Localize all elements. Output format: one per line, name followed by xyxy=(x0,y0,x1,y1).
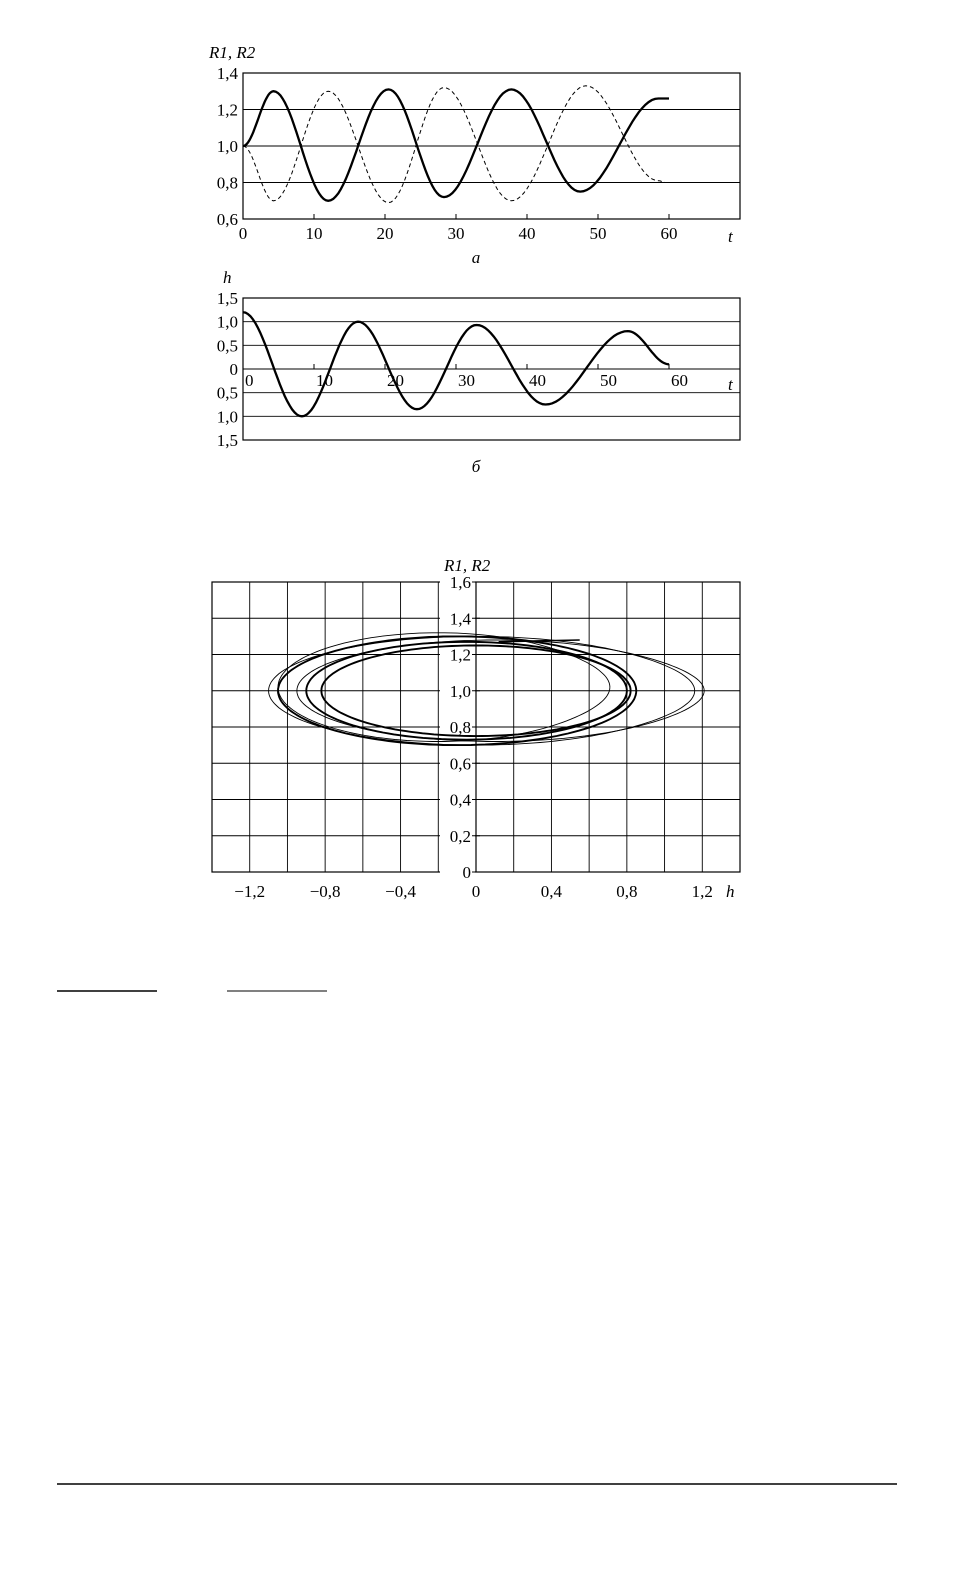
chart-a-ytick: 0,8 xyxy=(216,173,238,193)
chart-a-series xyxy=(243,86,669,203)
chart-b-xtick: 10 xyxy=(316,371,333,390)
chart-a-series-line-1 xyxy=(243,89,669,200)
chart-c-ytick: 0,4 xyxy=(449,790,471,810)
chart-c-xtick: 1,2 xyxy=(691,882,713,901)
chart-c-ytick: 1,6 xyxy=(449,573,471,592)
chart-a-grid xyxy=(243,110,740,183)
chart-c xyxy=(212,556,740,901)
chart-a-xtick: 20 xyxy=(376,224,394,243)
chart-a-xtick: 30 xyxy=(447,224,465,243)
chart-b-xtick: 30 xyxy=(458,371,475,390)
chart-c-xtick: 0 xyxy=(471,882,481,901)
chart-a-ytick: 1,2 xyxy=(216,100,238,120)
chart-b-xlabel: t xyxy=(728,375,733,394)
chart-c-ytick: 0 xyxy=(462,863,471,882)
chart-a-xtick: 60 xyxy=(660,224,678,243)
chart-b-ytick: 0,5 xyxy=(216,336,238,356)
chart-a-ytick: 1,0 xyxy=(216,137,238,156)
chart-a-xtick: 40 xyxy=(518,224,536,243)
chart-b-ylabel: h xyxy=(223,268,232,287)
chart-a-ytick: 0,6 xyxy=(216,210,238,229)
chart-b xyxy=(217,268,740,476)
chart-c-xtick: 0,4 xyxy=(540,882,563,901)
chart-a-caption: а xyxy=(471,248,481,267)
chart-c-ylabel: R1, R2 xyxy=(444,556,491,575)
chart-c-ytick: 0,6 xyxy=(449,754,471,774)
chart-a-ylabel: R1, R2 xyxy=(209,43,256,62)
chart-c-ytick: 0,8 xyxy=(449,718,471,737)
chart-b-grid xyxy=(243,322,740,417)
chart-b-ticks xyxy=(217,289,688,450)
chart-b-ytick: 1,0 xyxy=(216,312,238,332)
chart-a-xtick: 0 xyxy=(238,224,248,243)
chart-c-series xyxy=(269,633,705,745)
chart-b-ytick: 1,5 xyxy=(216,289,238,308)
chart-b-ytick: 1,5 xyxy=(216,431,238,450)
chart-b-xtick: 20 xyxy=(387,371,404,390)
chart-b-xtick: 0 xyxy=(245,371,254,390)
chart-c-xlabel: h xyxy=(726,882,735,901)
chart-b-ytick: 1,0 xyxy=(216,407,238,427)
chart-c-ytick: 1,2 xyxy=(449,645,471,665)
chart-b-xtick: 60 xyxy=(671,371,688,390)
chart-a xyxy=(208,43,740,267)
chart-c-ytick: 0,2 xyxy=(449,826,471,846)
chart-c-xtick: −0,4 xyxy=(385,882,416,901)
chart-a-ytick: 1,4 xyxy=(216,64,238,83)
chart-b-xtick: 40 xyxy=(529,371,546,390)
chart-c-xtick: −1,2 xyxy=(234,882,266,901)
chart-a-xtick: 50 xyxy=(589,224,607,243)
chart-c-ytick: 1,4 xyxy=(449,609,471,629)
chart-c-xtick: −0,8 xyxy=(309,882,341,901)
chart-b-ytick: 0 xyxy=(229,360,238,379)
chart-b-xtick: 50 xyxy=(600,371,617,390)
chart-b-caption: б xyxy=(471,457,481,476)
chart-a-series-line-2 xyxy=(243,86,666,203)
chart-a-xlabel: t xyxy=(728,227,733,246)
chart-c-ytick: 1,0 xyxy=(449,681,471,701)
chart-b-ytick: 0,5 xyxy=(216,383,238,403)
chart-c-xtick: 0,8 xyxy=(616,882,638,901)
chart-a-xtick: 10 xyxy=(305,224,323,243)
chart-a-ticks xyxy=(217,64,678,243)
